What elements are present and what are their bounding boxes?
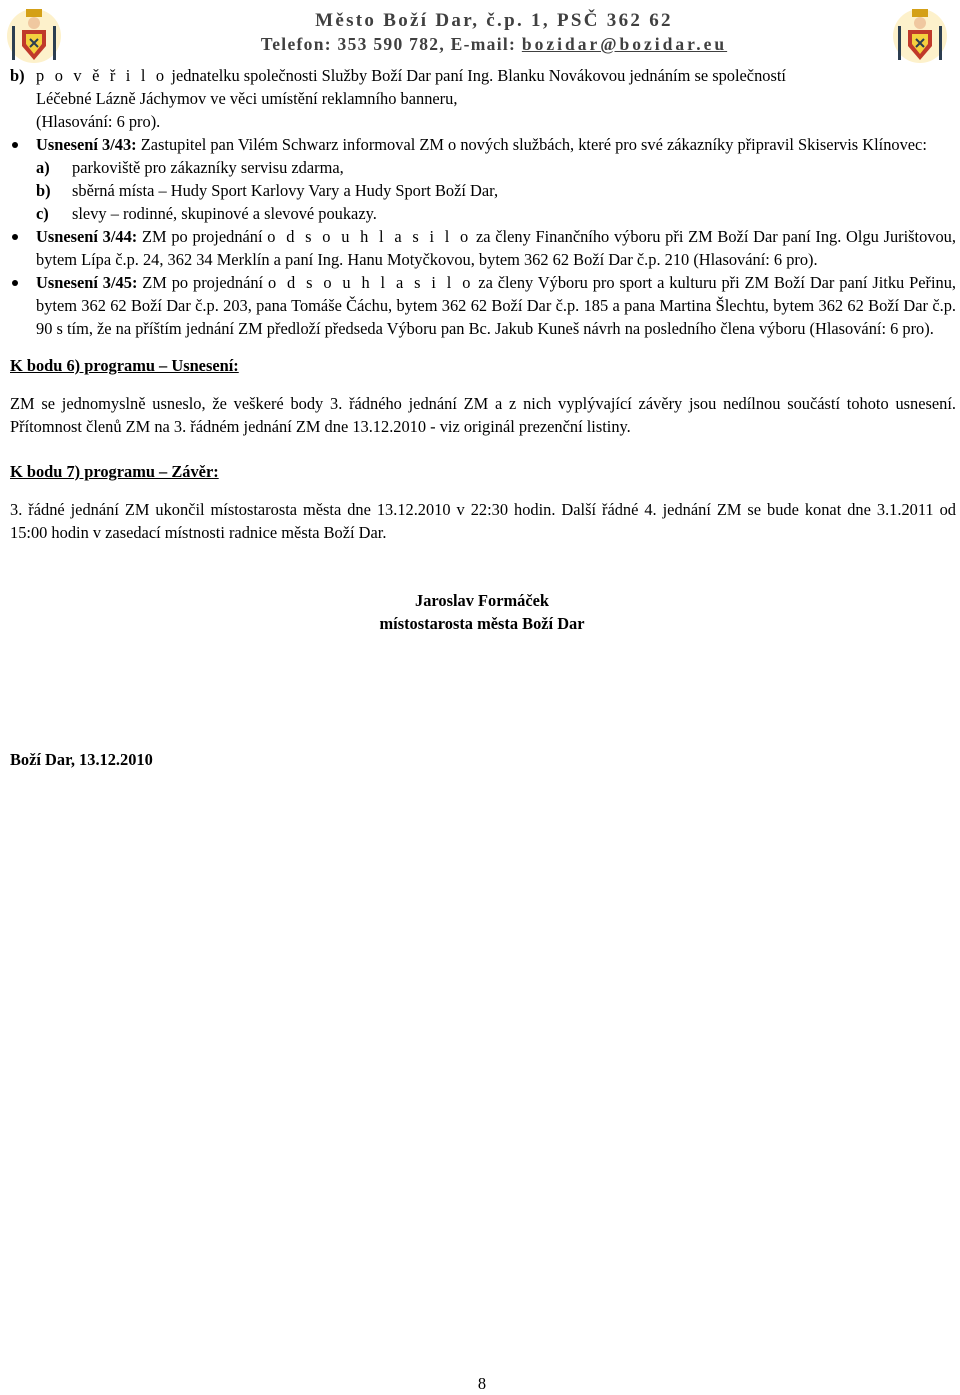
- list-item: [36, 179, 956, 202]
- section-6-text: ZM se jednomyslně usneslo, že veškeré body 3. řádného jednání ZM a z nich vyplývající závěry jsou nedílnou součástí tohoto usnesení. Přítomnost členů ZM na 3. řádném jednání ZM dne 13.12.2010 - viz originál prezenční listiny.: [10, 394, 956, 436]
- res43-list: [10, 156, 956, 225]
- resolution-post: za členy Výboru pro sport a kulturu při ZM Boží Dar paní Jitku Peřinu, bytem 362 62 Boží Dar č.p. 203, pana Tomáše Čáchu, bytem 362 62 Boží Dar č.p. 185 a pana Martina Šlechtu, bytem 362 62 Boží Dar č.p. 90 s tím, že na příštím jednání ZM předloží předseda Výboru pan Bc. Jakub Kuneš návrh na posledního člena výboru (Hlasování: 6 pro).: [36, 273, 956, 338]
- town-address: Město Boží Dar, č.p. 1, PSČ 362 62: [315, 10, 673, 31]
- signature-block: [10, 589, 956, 635]
- resolution-title: Usnesení 3/44:: [36, 227, 138, 246]
- resolution-pre: ZM po projednání: [137, 273, 268, 292]
- resolution-pre: ZM po projednání: [137, 227, 268, 246]
- resolution-post: za členy Finančního výboru při ZM Boží Dar paní Ing. Olgu Jurištovou, bytem Lípa č.p. 24, 362 34 Merklín a paní Ing. Hanu Motyčkovou, bytem 362 62 Boží Dar č.p. 210 (Hlasování: 6 pro).: [36, 227, 956, 269]
- resolution-3-44: [10, 225, 956, 271]
- section-6-heading: K bodu 6) programu – Usnesení:: [10, 356, 239, 375]
- signatory-role: místostarosta města Boží Dar: [379, 614, 585, 633]
- resolution-3-43: [10, 133, 956, 156]
- item-b-text1: jednatelku společnosti Služby Boží Dar paní Ing. Blanku Novákovou jednáním se společností: [167, 66, 786, 85]
- phone-text: Telefon: 353 590 782, E-mail:: [260, 34, 522, 54]
- list-item-text: parkoviště pro zákazníky servisu zdarma,: [72, 158, 344, 177]
- contact-line: [14, 33, 960, 55]
- list-item: [36, 202, 956, 225]
- list-item-label: a): [36, 158, 50, 177]
- place-date: Boží Dar, 13.12.2010: [10, 750, 153, 769]
- item-b-text2: Léčebné Lázně Jáchymov ve věci umístění reklamního banneru,: [36, 89, 458, 108]
- section-7-heading: K bodu 7) programu – Závěr:: [10, 462, 219, 481]
- resolution-title: Usnesení 3/45:: [36, 273, 138, 292]
- item-b-vote: (Hlasování: 6 pro).: [36, 112, 161, 131]
- document-body: [10, 64, 956, 771]
- item-b-label: b): [10, 66, 25, 85]
- section-7-text: 3. řádné jednání ZM ukončil místostarosta města dne 13.12.2010 v 22:30 hodin. Další řádné 4. jednání ZM se bude konat dne 3.1.2011 od 15:00 hodin v zasedací místnosti radnice města Boží Dar.: [10, 500, 956, 542]
- list-item-text: slevy – rodinné, skupinové a slevové poukazy.: [72, 204, 377, 223]
- resolution-verb: o d s o u h l a s i l o: [267, 273, 474, 292]
- page-number: 8: [477, 1374, 487, 1393]
- list-item-label: c): [36, 204, 49, 223]
- item-b: [10, 64, 956, 110]
- bullet-icon: [12, 234, 18, 240]
- item-b-verb: p o v ě ř i l o: [36, 66, 168, 85]
- signatory-name: Jaroslav Formáček: [415, 591, 549, 610]
- letterhead: [0, 6, 960, 68]
- resolution-text: Zastupitel pan Vilém Schwarz informoval ZM o nových službách, které pro své zákazníky připravil Skiservis Klínovec:: [136, 135, 927, 154]
- email-link[interactable]: bozidar@bozidar.eu: [521, 34, 728, 54]
- resolution-verb: o d s o u h l a s i l o: [267, 227, 472, 246]
- list-item-label: b): [36, 181, 51, 200]
- list-item-text: sběrná místa – Hudy Sport Karlovy Vary a Hudy Sport Boží Dar,: [72, 181, 499, 200]
- resolution-title: Usnesení 3/43:: [36, 135, 137, 154]
- bullet-icon: [12, 280, 18, 286]
- list-item: [36, 156, 956, 179]
- resolution-3-45: [10, 271, 956, 340]
- bullet-icon: [12, 142, 18, 148]
